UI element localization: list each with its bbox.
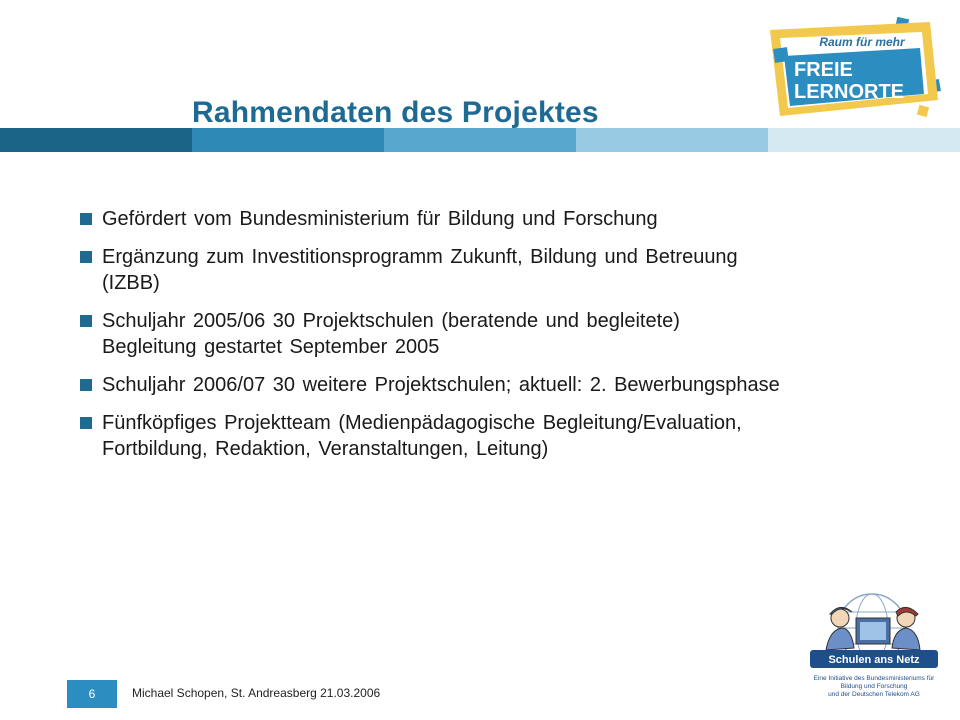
bullet-text-line: Gefördert vom Bundesministerium für Bildung und Forschung (102, 208, 658, 230)
schulen-ans-netz-logo (800, 588, 950, 706)
bullet-text-line: (IZBB) (102, 272, 160, 294)
bullet-text-line: Begleitung gestartet September 2005 (102, 336, 440, 358)
freie-lernorte-logo (758, 14, 944, 124)
bullet-item (80, 372, 880, 398)
header-stripes (0, 128, 960, 152)
logo-line-2: LERNORTE (794, 81, 904, 103)
header-stripe-1 (0, 128, 192, 152)
bullet-square-icon (80, 251, 92, 263)
bullet-square-icon (80, 213, 92, 225)
bullet-square-icon (80, 417, 92, 429)
logo-tagline: Raum für mehr (819, 35, 905, 49)
bullet-item (80, 308, 880, 360)
logo-caption-line-1: Eine Initiative des Bundesministeriums für (813, 675, 935, 682)
page-number: 6 (67, 680, 117, 708)
bullet-text-line: Fortbildung, Redaktion, Veranstaltungen, Leitung) (102, 438, 549, 460)
bullet-text-line: Ergänzung zum Investitionsprogramm Zukunft, Bildung und Betreuung (102, 246, 738, 268)
logo-caption-line-3: und der Deutschen Telekom AG (828, 691, 920, 698)
bullet-list (80, 206, 880, 474)
logo-caption-line-2: Bildung und Forschung (840, 683, 908, 690)
bullet-text-line: Schuljahr 2005/06 30 Projektschulen (beratende und begleitete) (102, 310, 680, 332)
header-stripe-2 (192, 128, 384, 152)
header-stripe-5 (768, 128, 960, 152)
bullet-square-icon (80, 379, 92, 391)
bullet-item (80, 206, 880, 232)
slide-title: Rahmendaten des Projektes (192, 96, 599, 129)
bullet-text-line: Schuljahr 2006/07 30 weitere Projektschulen; aktuell: 2. Bewerbungsphase (102, 374, 780, 396)
children-figures-icon (826, 607, 920, 650)
bullet-item (80, 410, 880, 462)
bullet-item (80, 244, 880, 296)
logo-name: Schulen ans Netz (828, 654, 920, 666)
footer-text: Michael Schopen, St. Andreasberg 21.03.2006 (132, 686, 381, 700)
header-stripe-4 (576, 128, 768, 152)
logo-line-1: FREIE (794, 59, 853, 81)
header-stripe-3 (384, 128, 576, 152)
bullet-text-line: Fünfköpfiges Projektteam (Medienpädagogische Begleitung/Evaluation, (102, 412, 742, 434)
bullet-square-icon (80, 315, 92, 327)
